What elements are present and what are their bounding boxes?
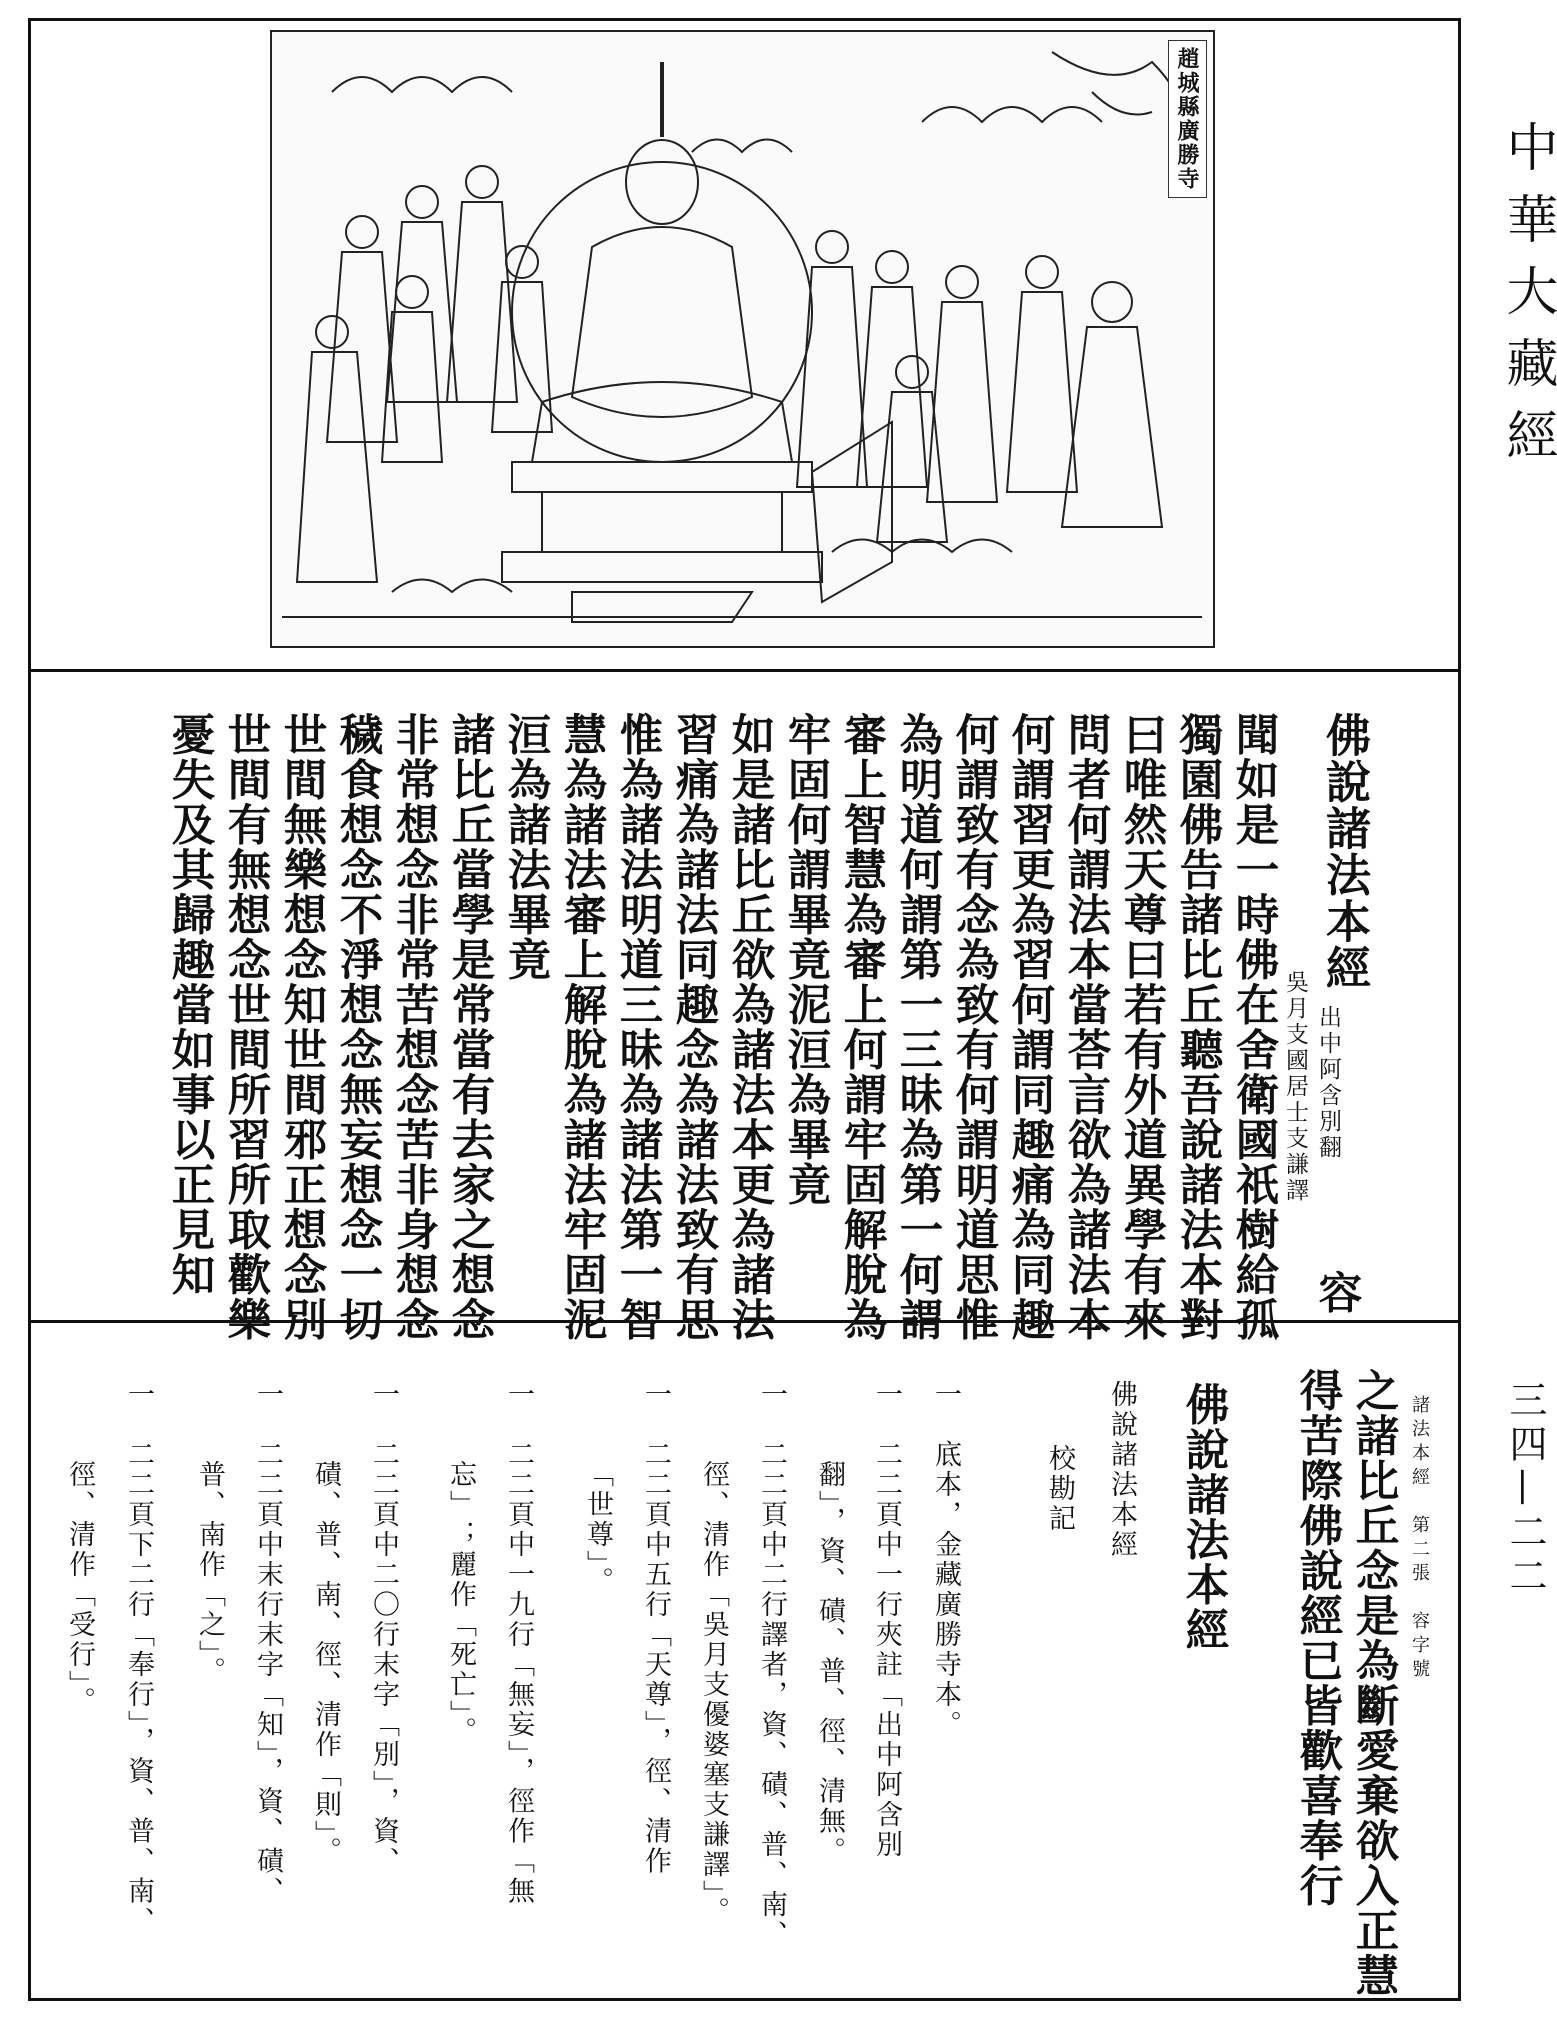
sutra-line: 聞如是一時佛在舍衛國祇樹給孤 xyxy=(1228,712,1280,1342)
sutra-line: 洹為諸法畢竟 xyxy=(500,712,552,982)
sutra-line: 問者何謂法本當荅言欲為諸法本 xyxy=(1060,712,1112,1342)
sutra-line: 何謂致有念為致有何謂明道思惟 xyxy=(948,712,1000,1342)
collation-note: 徑、清作「吳月支優婆塞支謙譯」。 xyxy=(698,1460,729,1927)
sutra-line: 獨園佛告諸比丘聽吾說諸法本對 xyxy=(1172,712,1224,1342)
sutra-line: 如是諸比丘欲為諸法本更為諸法 xyxy=(724,712,776,1342)
collation-note: 翻」，資、磧、普、徑、清無。 xyxy=(814,1460,845,1867)
byline-origin: 出中阿含別翻 xyxy=(1315,1005,1341,1161)
sutra-title: 佛說諸法本經 xyxy=(1318,712,1371,991)
collation-note: 一 二二頁中一行夾註「出中阿含別 xyxy=(871,1380,902,1860)
collation-note: 一 二二頁下二行「奉行」，資、普、南、 xyxy=(123,1380,154,1937)
byline-translator: 吳月支國居士支謙譯 xyxy=(1282,970,1308,1204)
collation-note: 一 二二頁中一九行「無妄」，徑作「無 xyxy=(503,1380,534,1907)
closing-line: 之諸比丘念是為斷愛棄欲入正慧 xyxy=(1348,1368,1400,1998)
collation-note: 普、南作「之」。 xyxy=(194,1460,225,1687)
collation-heading: 校勘記 xyxy=(1044,1444,1075,1534)
sutra-line: 穢食想念不淨想念無妄想念一切 xyxy=(332,712,384,1342)
sutra-line: 世間有無想念世間所習所取歡樂 xyxy=(220,712,272,1342)
canon-title: 中華大藏經 xyxy=(1497,120,1557,480)
serial-character: 容 xyxy=(1311,1270,1363,1315)
sutra-line: 曰唯然天尊曰若有外道異學有來 xyxy=(1116,712,1168,1342)
divider-top xyxy=(28,669,1461,672)
collation-note: 徑、清作「受行」。 xyxy=(64,1460,95,1717)
illustration-caption: 趙城縣廣勝寺 xyxy=(1168,40,1207,198)
sutra-line: 牢固何謂畢竟泥洹為畢竟 xyxy=(780,712,832,1207)
collation-note: 磧、普、南、徑、清作「則」。 xyxy=(310,1460,341,1867)
block-tag: 諸法本經 第二張 容字號 xyxy=(1409,1395,1430,1683)
sutra-line: 何謂習更為習何謂同趣痛為同趣 xyxy=(1004,712,1056,1342)
collation-note: 一 二二頁中五行「天尊」，徑、清作 xyxy=(640,1380,671,1877)
buddha-assembly-picture xyxy=(272,32,1213,646)
collation-note: 「世尊」。 xyxy=(582,1460,613,1597)
collation-note: 一 底本，金藏廣勝寺本。 xyxy=(930,1380,961,1740)
sutra-line: 審上智慧為審上何謂牢固解脫為 xyxy=(836,712,888,1342)
sutra-line: 諸比丘當學是常當有去家之想念 xyxy=(444,712,496,1342)
page-number: 三四—二二 xyxy=(1503,1380,1547,1600)
sutra-line: 世間無樂想念知世間邪正想念別 xyxy=(276,712,328,1342)
sutra-line: 憂失及其歸趣當如事以正見知 xyxy=(164,712,216,1297)
sutra-line: 惟為諸法明道三昧為諸法第一智 xyxy=(612,712,664,1342)
collation-note: 一 二二頁中末行末字「知」，資、磧、 xyxy=(252,1380,283,1907)
sutra-line: 為明道何謂第一三昧為第一何謂 xyxy=(892,712,944,1342)
collation-note: 一 二二頁中二〇行末字「別」，資、 xyxy=(368,1380,399,1877)
sutra-line: 習痛為諸法同趣念為諸法致有思 xyxy=(668,712,720,1342)
collation-sutra-name: 佛說諸法本經 xyxy=(1106,1380,1137,1560)
sutra-line: 慧為諸法審上解脫為諸法牢固泥 xyxy=(556,712,608,1342)
sutra-line: 非常想念非常苦想念苦非身想念 xyxy=(388,712,440,1342)
closing-line: 得苦際佛說經已皆歡喜奉行 xyxy=(1292,1368,1344,1908)
frontispiece-illustration xyxy=(270,30,1215,648)
closing-title: 佛說諸法本經 xyxy=(1178,1382,1230,1652)
collation-note: 忘」；麗作「死亡」。 xyxy=(445,1460,476,1747)
collation-note: 一 二二頁中二行譯者，資、磧、普、南、 xyxy=(756,1380,787,1950)
